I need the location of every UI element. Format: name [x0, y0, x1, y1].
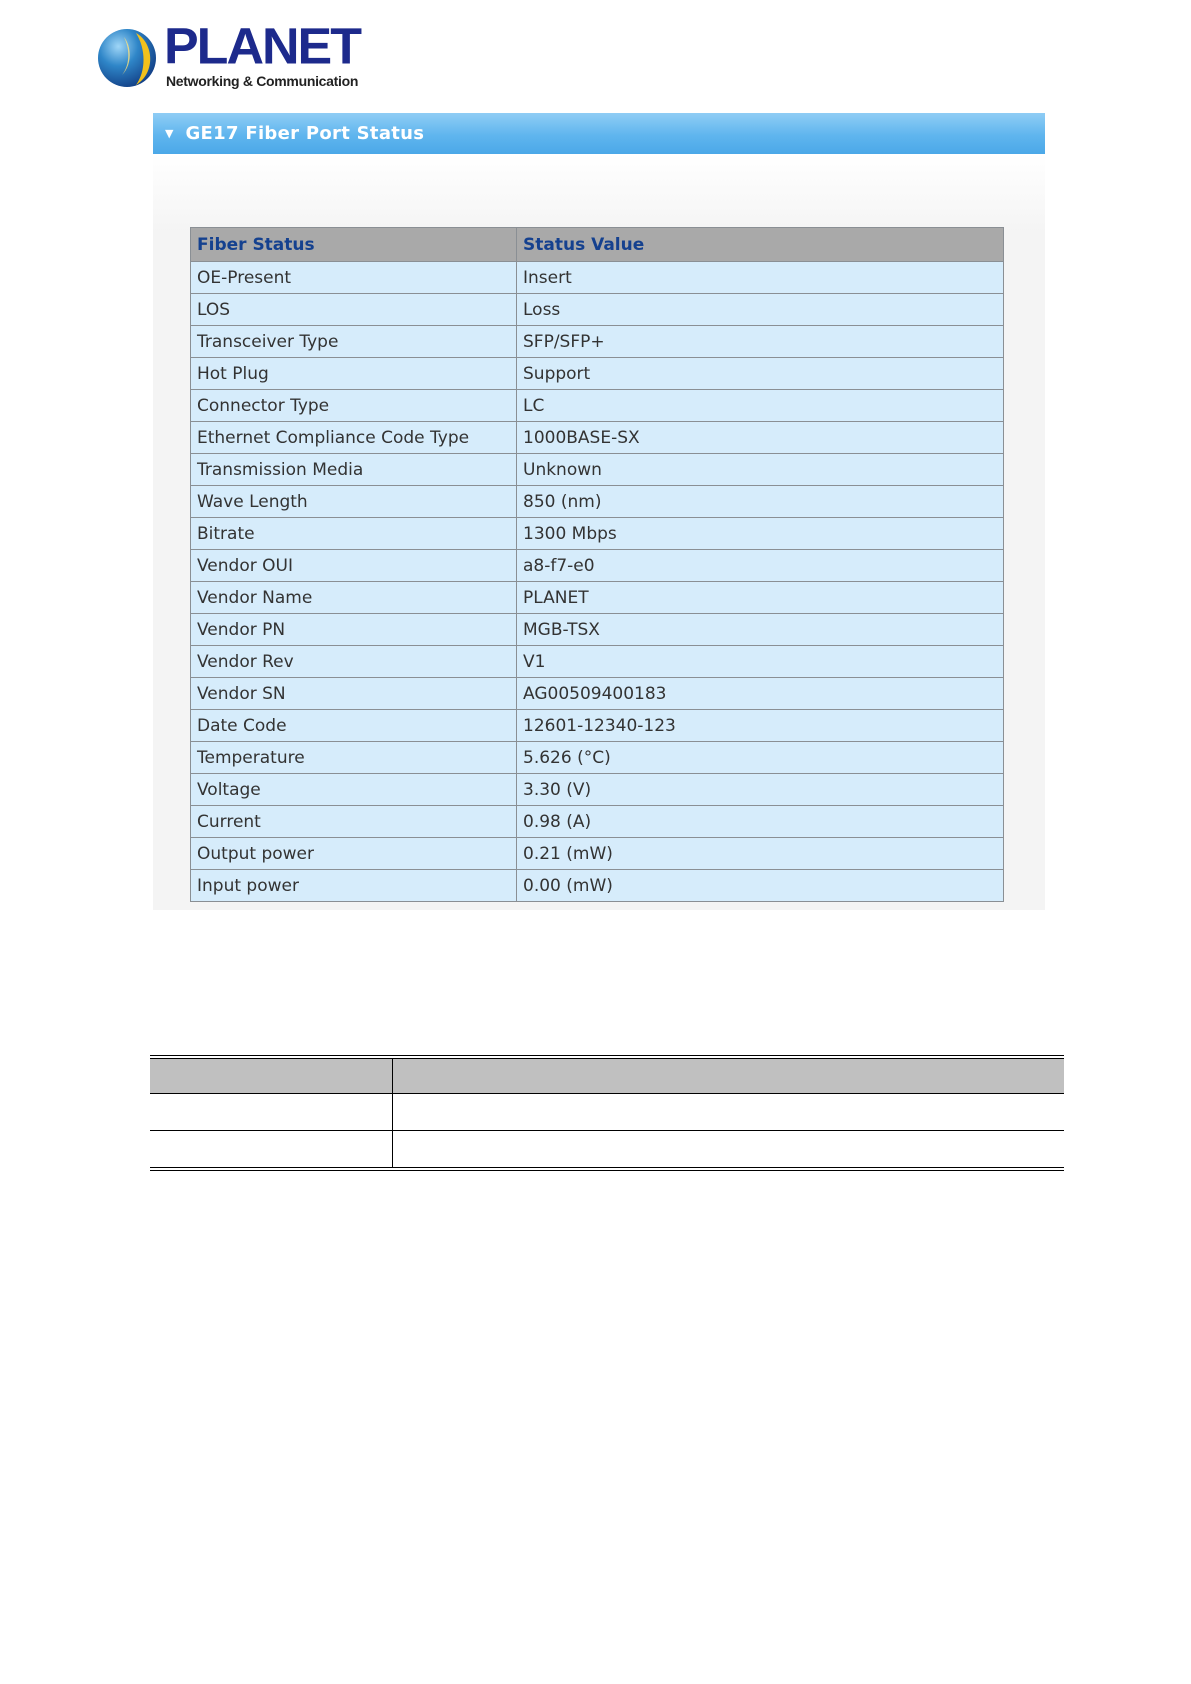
globe-logo-icon [96, 27, 158, 89]
status-value: 3.30 (V) [517, 774, 1004, 806]
status-value: LC [517, 390, 1004, 422]
status-value: 0.00 (mW) [517, 870, 1004, 902]
table-bottom-rule [150, 1167, 1064, 1168]
brand-tagline: Networking & Communication [166, 73, 359, 89]
table-row [191, 518, 1004, 550]
table-row [191, 870, 1004, 902]
status-value: 850 (nm) [517, 486, 1004, 518]
status-value: 5.626 (°C) [517, 742, 1004, 774]
panel-header[interactable] [153, 113, 1045, 154]
blank-cell [150, 1131, 393, 1167]
status-value: MGB-TSX [517, 614, 1004, 646]
fiber-status-label: Temperature [191, 742, 517, 774]
table-row [191, 614, 1004, 646]
blank-table-row [150, 1130, 1064, 1167]
fiber-status-label: Transceiver Type [191, 326, 517, 358]
panel-body [153, 154, 1045, 910]
status-value: PLANET [517, 582, 1004, 614]
table-row [191, 710, 1004, 742]
fiber-status-label: Hot Plug [191, 358, 517, 390]
status-value: 1000BASE-SX [517, 422, 1004, 454]
status-value: SFP/SFP+ [517, 326, 1004, 358]
table-row [191, 262, 1004, 294]
blank-header-cell-1 [150, 1059, 393, 1093]
status-value: 0.21 (mW) [517, 838, 1004, 870]
fiber-status-label: Connector Type [191, 390, 517, 422]
status-value: V1 [517, 646, 1004, 678]
fiber-status-label: OE-Present [191, 262, 517, 294]
fiber-status-label: LOS [191, 294, 517, 326]
fiber-status-label: Voltage [191, 774, 517, 806]
fiber-port-status-panel [153, 113, 1045, 910]
blank-table-header [150, 1059, 1064, 1093]
status-value: 0.98 (A) [517, 806, 1004, 838]
panel-title: GE17 Fiber Port Status [185, 123, 425, 144]
status-value: 12601-12340-123 [517, 710, 1004, 742]
table-row [191, 326, 1004, 358]
fiber-status-label: Ethernet Compliance Code Type [191, 422, 517, 454]
table-row [191, 390, 1004, 422]
status-value: a8-f7-e0 [517, 550, 1004, 582]
collapse-caret-icon[interactable]: ▼ [165, 127, 174, 140]
fiber-status-label: Vendor Rev [191, 646, 517, 678]
brand-name: PLANET [164, 18, 360, 76]
table-row [191, 742, 1004, 774]
table-row [191, 678, 1004, 710]
blank-cell [393, 1131, 1064, 1167]
table-row [191, 806, 1004, 838]
table-row [191, 358, 1004, 390]
fiber-status-table [190, 227, 1004, 902]
table-row [191, 550, 1004, 582]
fiber-status-label: Output power [191, 838, 517, 870]
table-top-rule [150, 1055, 1064, 1056]
fiber-status-label: Vendor Name [191, 582, 517, 614]
fiber-status-label: Date Code [191, 710, 517, 742]
blank-cell [150, 1094, 393, 1130]
table-row [191, 582, 1004, 614]
status-value: Unknown [517, 454, 1004, 486]
blank-cell [393, 1094, 1064, 1130]
table-row [191, 422, 1004, 454]
fiber-status-label: Vendor SN [191, 678, 517, 710]
fiber-status-label: Wave Length [191, 486, 517, 518]
fiber-status-label: Current [191, 806, 517, 838]
column-header-status-value: Status Value [517, 228, 1004, 262]
table-bottom-rule-double [150, 1170, 1064, 1171]
blank-header-cell-2 [393, 1059, 1064, 1093]
fiber-status-label: Vendor OUI [191, 550, 517, 582]
fiber-status-label: Bitrate [191, 518, 517, 550]
status-value: 1300 Mbps [517, 518, 1004, 550]
table-row [191, 486, 1004, 518]
status-value: Loss [517, 294, 1004, 326]
table-row [191, 294, 1004, 326]
fiber-status-label: Vendor PN [191, 614, 517, 646]
table-header-row [191, 228, 1004, 262]
status-value: AG00509400183 [517, 678, 1004, 710]
column-header-fiber-status: Fiber Status [191, 228, 517, 262]
status-value: Insert [517, 262, 1004, 294]
blank-table-row [150, 1093, 1064, 1130]
table-row [191, 454, 1004, 486]
table-row [191, 646, 1004, 678]
table-row [191, 774, 1004, 806]
blank-description-table [150, 1055, 1064, 1171]
planet-logo [96, 18, 360, 95]
fiber-status-label: Transmission Media [191, 454, 517, 486]
fiber-status-label: Input power [191, 870, 517, 902]
table-row [191, 838, 1004, 870]
status-value: Support [517, 358, 1004, 390]
